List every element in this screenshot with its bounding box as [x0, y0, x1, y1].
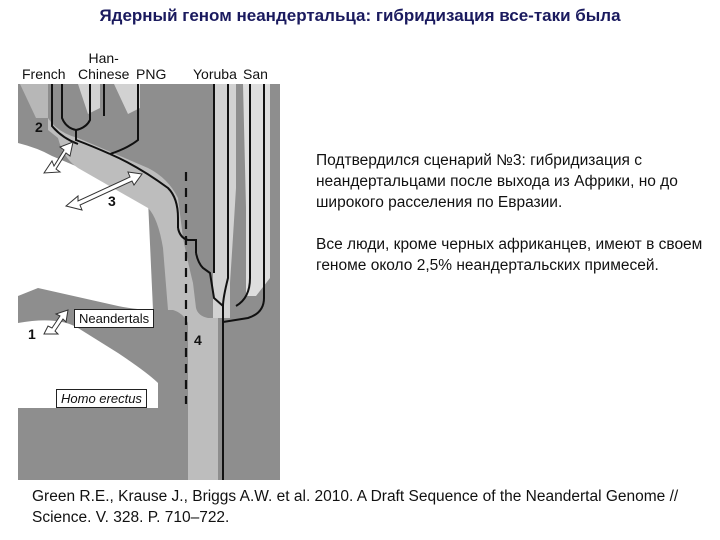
population-label-french: French: [22, 66, 66, 82]
population-label-san: San: [243, 66, 268, 82]
san-branch: [243, 84, 270, 296]
explanation-text: [316, 150, 706, 297]
citation: Green R.E., Krause J., Briggs A.W. et al. 2010. A Draft Sequence of the Neandertal Genome // Science. V. 328. P. 710–722.: [32, 488, 679, 526]
explanation-paragraph-1: Подтвердился сценарий №3: гибридизация с неандертальцами после выхода из Африки, но до широкого расселения по Евразии.: [316, 152, 678, 211]
slide-title: Ядерный геном неандертальца: гибридизация все-таки была: [99, 6, 621, 25]
phylogeny-tree: [18, 48, 280, 480]
population-label-han: Han-: [88, 50, 119, 66]
population-label-chinese: Chinese: [78, 66, 130, 82]
population-label-png: PNG: [136, 66, 167, 82]
number-2: 2: [35, 119, 43, 135]
explanation-paragraph-2: Все люди, кроме черных африканцев, имеют в своем геноме около 2,5% неандертальских примесей.: [316, 236, 703, 274]
number-3: 3: [108, 193, 116, 209]
number-1: 1: [28, 326, 36, 342]
phylogeny-diagram: [18, 48, 280, 480]
neandertals-label: Neandertals: [74, 309, 154, 328]
population-label-yoruba: Yoruba: [193, 66, 237, 82]
number-4: 4: [194, 332, 202, 348]
homo-erectus-label: Homo erectus: [56, 389, 147, 408]
